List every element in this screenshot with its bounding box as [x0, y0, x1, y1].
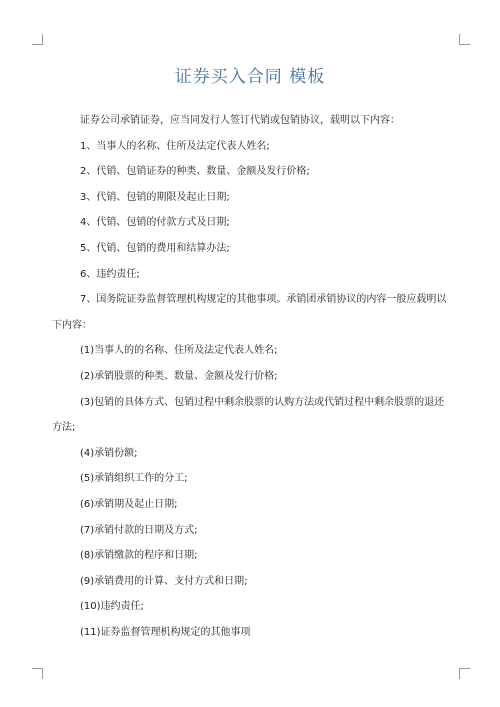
list-item: (9)承销费用的计算、支付方式和日期;	[80, 575, 248, 587]
list-item: (11)证券监督管理机构规定的其他事项	[80, 626, 251, 638]
list-item: (7)承销付款的日期及方式;	[80, 524, 198, 536]
list-item: 6、违约责任;	[80, 268, 140, 280]
page-corner-mark-bottom-right	[459, 668, 470, 679]
page-corner-mark-bottom-left	[32, 668, 43, 679]
page-corner-mark-top-right	[459, 34, 470, 45]
list-item: (8)承销缴款的程序和日期;	[80, 550, 198, 562]
list-item: 1、当事人的名称、住所及法定代表人姓名;	[80, 140, 270, 152]
paragraph-intro: 证券公司承销证券，应当同发行人签订代销或包销协议，载明以下内容：	[80, 115, 400, 126]
list-item: (4)承销份额;	[80, 447, 138, 459]
document-body	[52, 108, 452, 645]
list-item: (10)违约责任;	[80, 601, 144, 613]
list-item: (1)当事人的的名称、住所及法定代表人姓名;	[80, 345, 278, 357]
list-item: 4、代销、包销的付款方式及日期;	[80, 217, 230, 229]
list-item: 3、代销、包销的期限及起止日期;	[80, 191, 230, 203]
document-title: 证券买入合同 模板	[174, 67, 326, 87]
list-item: (5)承销组织工作的分工;	[80, 473, 188, 485]
list-item: 7、国务院证券监督管理机构规定的其他事项。承销团承销协议的内容一般应载明以下内容：	[52, 294, 447, 331]
list-item: (2)承销股票的种类、数量、金额及发行价格;	[80, 370, 278, 382]
page-corner-mark-top-left	[32, 34, 43, 45]
list-item: 5、代销、包销的费用和结算办法;	[80, 242, 230, 254]
list-item: (6)承销期及起止日期;	[80, 498, 178, 510]
list-item: 2、代销、包销证券的种类、数量、金额及发行价格;	[80, 166, 310, 178]
list-item: (3)包销的具体方式、包销过程中剩余股票的认购方法或代销过程中剩余股票的退还方法;	[52, 396, 445, 434]
